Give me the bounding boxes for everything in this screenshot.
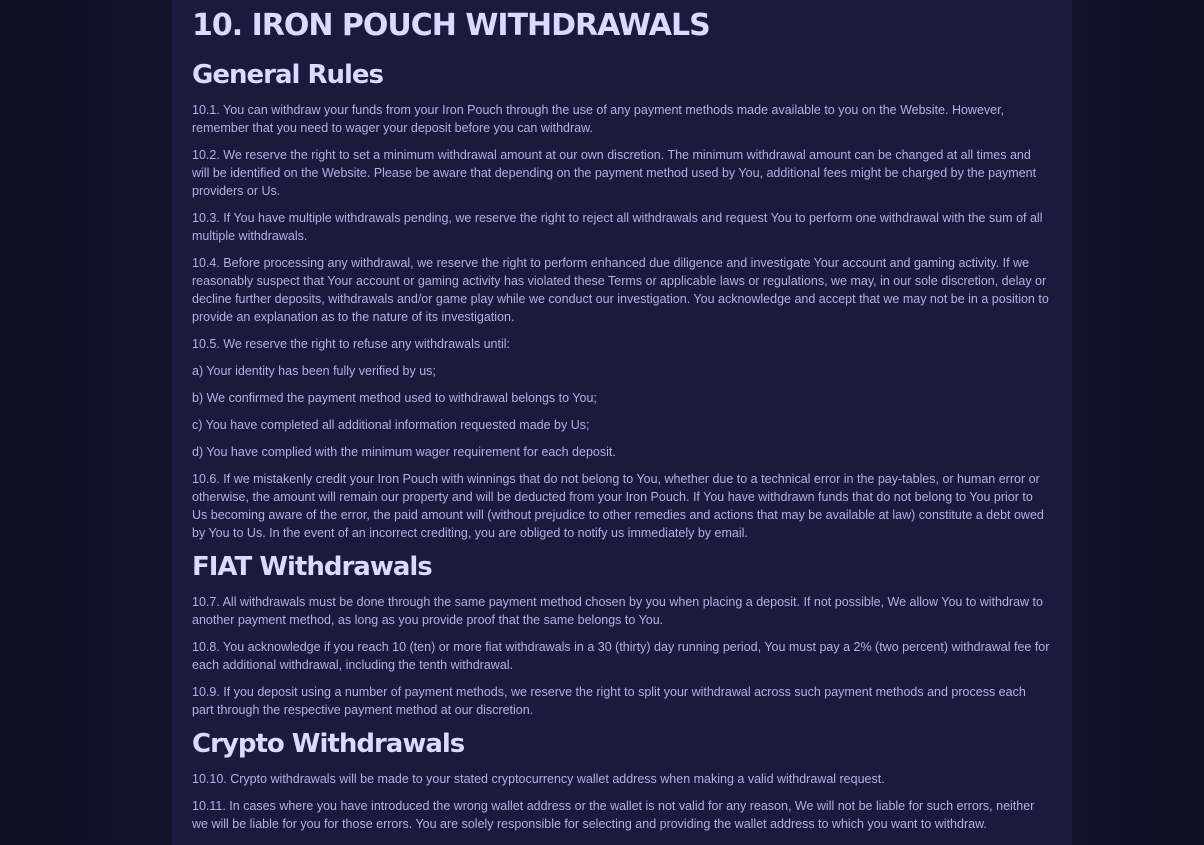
section-fiat-withdrawals [192, 551, 1050, 719]
page-title: 10. IRON POUCH WITHDRAWALS [192, 8, 710, 43]
section-heading: General Rules [192, 60, 384, 90]
clause-10-5-c: c) You have completed all additional information requested made by Us; [192, 418, 590, 432]
clause-10-6: 10.6. If we mistakenly credit your Iron Pouch with winnings that do not belong to You, whether due to a technical error in the pay-tables, or human error or otherwise, the amount will remain our property and will be deducted from your Iron Pouch. If You have withdrawn funds that do not belong to You prior to Us becoming aware of the error, the paid amount will (without prejudice to other remedies and actions that may be available at law) constitute a debt owed by You to Us. In the event of an incorrect crediting, you are obliged to notify us immediately by email. [192, 472, 1044, 540]
clause-10-1: 10.1. You can withdraw your funds from your Iron Pouch through the use of any payment methods made available to you on the Website. However, remember that you need to wager your deposit before you can withdraw. [192, 103, 1005, 135]
clause-10-8: 10.8. You acknowledge if you reach 10 (ten) or more fiat withdrawals in a 30 (thirty) day running period, You must pay a 2% (two percent) withdrawal fee for each additional withdrawal, including the tenth withdrawal. [192, 640, 1050, 672]
clause-10-9: 10.9. If you deposit using a number of payment methods, we reserve the right to split your withdrawal across such payment methods and process each part through the respective payment method at our discretion. [192, 685, 1026, 717]
section-general-rules [192, 59, 1050, 542]
terms-content [172, 0, 1072, 833]
clause-10-2: 10.2. We reserve the right to set a minimum withdrawal amount at our own discretion. The minimum withdrawal amount can be changed at all times and will be identified on the Website. Please be aware that depending on the payment method used by You, additional fees might be charged by the payment providers or Us. [192, 148, 1037, 198]
clause-10-7: 10.7. All withdrawals must be done through the same payment method chosen by you when placing a deposit. If not possible, We allow You to withdraw to another payment method, as long as you provide proof that the same belongs to You. [192, 595, 1043, 627]
clause-10-11: 10.11. In cases where you have introduced the wrong wallet address or the wallet is not valid for any reason, We will not be liable for such errors, neither we will be liable for you for those errors. You are solely responsible for selecting and providing the wallet address to which you want to withdraw. [192, 799, 1035, 831]
clause-10-5-b: b) We confirmed the payment method used to withdrawal belongs to You; [192, 391, 597, 405]
section-crypto-withdrawals [192, 728, 1050, 833]
clause-10-5-d: d) You have complied with the minimum wager requirement for each deposit. [192, 445, 616, 459]
terms-content-panel[interactable] [172, 0, 1072, 845]
section-heading: Crypto Withdrawals [192, 729, 465, 759]
clause-10-5: 10.5. We reserve the right to refuse any withdrawals until: [192, 337, 510, 351]
section-heading: FIAT Withdrawals [192, 552, 432, 582]
clause-10-10: 10.10. Crypto withdrawals will be made to your stated cryptocurrency wallet address when making a valid withdrawal request. [192, 772, 885, 786]
clause-10-5-a: a) Your identity has been fully verified by us; [192, 364, 436, 378]
clause-10-3: 10.3. If You have multiple withdrawals pending, we reserve the right to reject all withdrawals and request You to perform one withdrawal with the sum of all multiple withdrawals. [192, 211, 1043, 243]
clause-10-4: 10.4. Before processing any withdrawal, we reserve the right to perform enhanced due diligence and investigate Your account and gaming activity. If we reasonably suspect that Your account or gaming activity has violated these Terms or applicable laws or regulations, we may, in our sole discretion, delay or decline further deposits, withdrawals and/or game play while we conduct our investigation. You acknowledge and accept that we may not be in a position to provide an explanation as to the nature of its investigation. [192, 256, 1049, 324]
